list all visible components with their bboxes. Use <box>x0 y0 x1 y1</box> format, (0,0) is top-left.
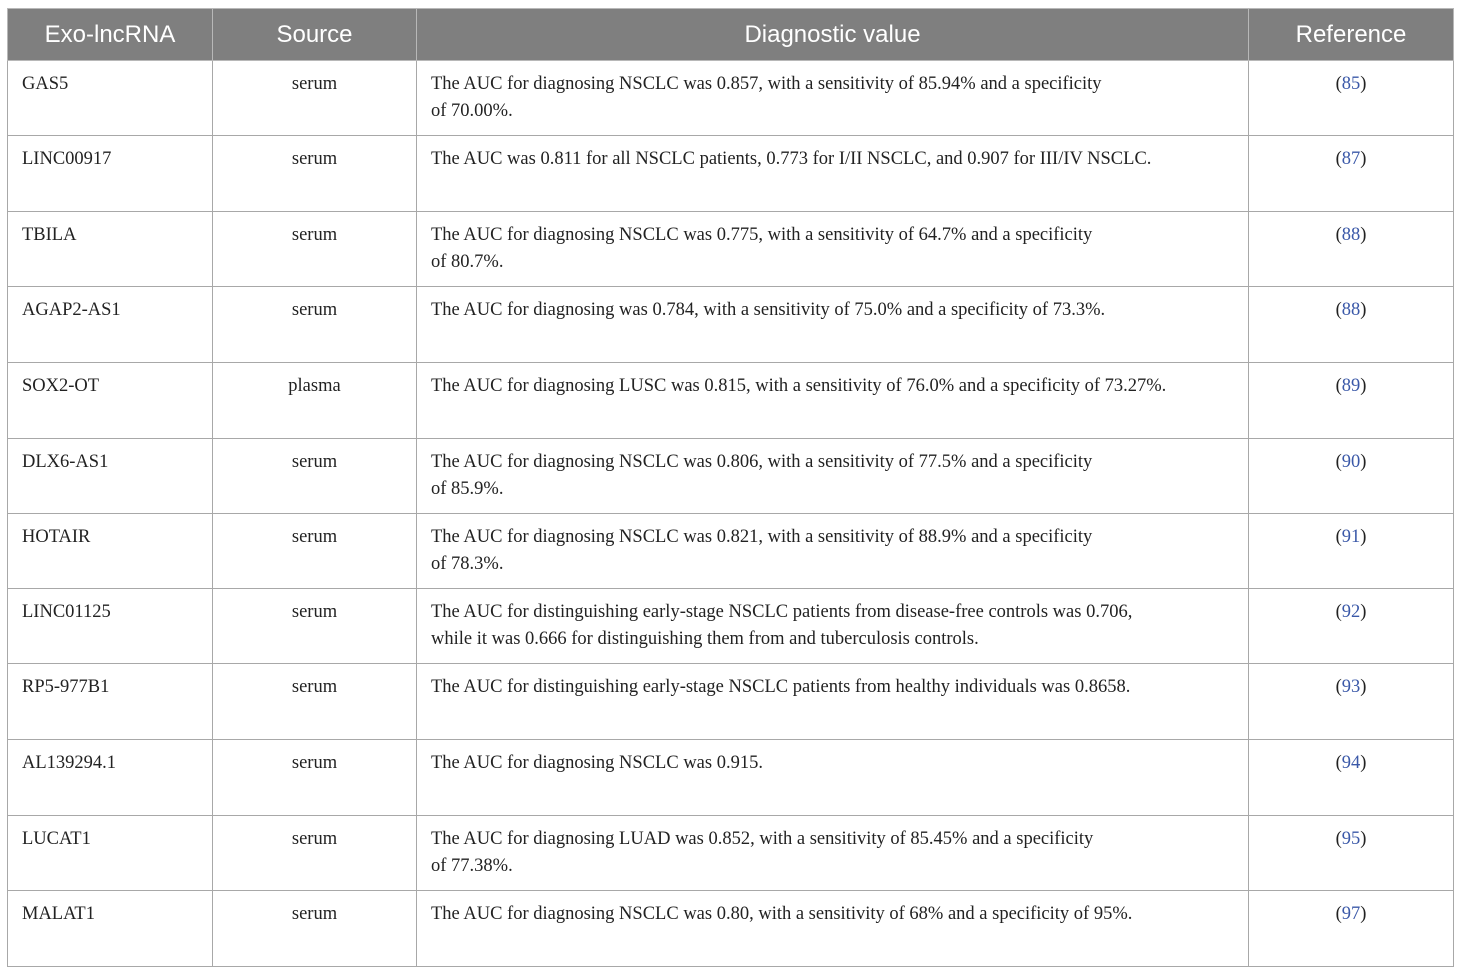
diagnostic-value <box>417 287 1249 363</box>
sample-source: serum <box>213 212 417 287</box>
lncrna-name: LUCAT1 <box>8 816 213 891</box>
diagnostic-line-2: of 85.9%. <box>431 479 504 499</box>
diagnostic-line-1: The AUC was 0.811 for all NSCLC patients, 0.773 for I/II NSCLC, and 0.907 for III/IV NSCLC. <box>431 149 1152 169</box>
table-row <box>8 439 1454 514</box>
diagnostic-line-1: The AUC for distinguishing early-stage NSCLC patients from disease-free controls was 0.706, <box>431 602 1133 622</box>
header-reference: Reference <box>1249 9 1454 61</box>
diagnostic-line-1: The AUC for diagnosing NSCLC was 0.806, with a sensitivity of 77.5% and a specificity <box>431 452 1093 472</box>
sample-source: serum <box>213 61 417 136</box>
lncrna-name: AGAP2-AS1 <box>8 287 213 363</box>
sample-source: serum <box>213 439 417 514</box>
diagnostic-value <box>417 514 1249 589</box>
reference-link[interactable]: 88 <box>1341 300 1361 320</box>
table-row <box>8 514 1454 589</box>
diagnostic-value <box>417 136 1249 212</box>
header-row <box>8 9 1454 61</box>
table-row <box>8 589 1454 664</box>
diagnostic-value <box>417 363 1249 439</box>
reference-cell: (94) <box>1249 740 1454 816</box>
sample-source: serum <box>213 740 417 816</box>
lncrna-name: DLX6-AS1 <box>8 439 213 514</box>
sample-source: serum <box>213 136 417 212</box>
reference-cell: (88) <box>1249 212 1454 287</box>
sample-source: serum <box>213 589 417 664</box>
reference-link[interactable]: 88 <box>1341 225 1361 245</box>
header-exo-lncrna: Exo-lncRNA <box>8 9 213 61</box>
table-row <box>8 816 1454 891</box>
reference-link[interactable]: 92 <box>1341 602 1361 622</box>
reference-cell: (97) <box>1249 891 1454 967</box>
diagnostic-value <box>417 816 1249 891</box>
table-row <box>8 212 1454 287</box>
lncrna-diagnostic-table <box>7 8 1454 967</box>
diagnostic-line-1: The AUC for diagnosing LUAD was 0.852, with a sensitivity of 85.45% and a specificity <box>431 829 1094 849</box>
lncrna-name: RP5-977B1 <box>8 664 213 740</box>
lncrna-name: SOX2-OT <box>8 363 213 439</box>
diagnostic-value <box>417 664 1249 740</box>
reference-cell: (85) <box>1249 61 1454 136</box>
reference-link[interactable]: 90 <box>1341 452 1361 472</box>
lncrna-name: HOTAIR <box>8 514 213 589</box>
diagnostic-value <box>417 891 1249 967</box>
diagnostic-line-2: of 70.00%. <box>431 101 513 121</box>
reference-cell: (95) <box>1249 816 1454 891</box>
header-source: Source <box>213 9 417 61</box>
table-row <box>8 287 1454 363</box>
reference-cell: (93) <box>1249 664 1454 740</box>
reference-link[interactable]: 89 <box>1341 376 1361 396</box>
table-row <box>8 891 1454 967</box>
table-row <box>8 740 1454 816</box>
diagnostic-value <box>417 61 1249 136</box>
sample-source: serum <box>213 891 417 967</box>
lncrna-name: LINC00917 <box>8 136 213 212</box>
reference-cell: (92) <box>1249 589 1454 664</box>
reference-cell: (89) <box>1249 363 1454 439</box>
sample-source: serum <box>213 816 417 891</box>
diagnostic-value <box>417 439 1249 514</box>
table-row <box>8 664 1454 740</box>
sample-source: plasma <box>213 363 417 439</box>
lncrna-name: LINC01125 <box>8 589 213 664</box>
sample-source: serum <box>213 514 417 589</box>
table-row <box>8 363 1454 439</box>
reference-link[interactable]: 95 <box>1341 829 1361 849</box>
diagnostic-line-2: of 80.7%. <box>431 252 504 272</box>
diagnostic-line-2: of 78.3%. <box>431 554 504 574</box>
reference-cell: (91) <box>1249 514 1454 589</box>
reference-cell: (90) <box>1249 439 1454 514</box>
reference-link[interactable]: 91 <box>1341 527 1361 547</box>
sample-source: serum <box>213 664 417 740</box>
diagnostic-value <box>417 740 1249 816</box>
table-row <box>8 136 1454 212</box>
diagnostic-line-1: The AUC for diagnosing NSCLC was 0.857, with a sensitivity of 85.94% and a specificity <box>431 74 1102 94</box>
diagnostic-line-1: The AUC for diagnosing NSCLC was 0.915. <box>431 753 763 773</box>
diagnostic-line-2: while it was 0.666 for distinguishing them from and tuberculosis controls. <box>431 629 979 649</box>
reference-link[interactable]: 97 <box>1341 904 1361 924</box>
reference-link[interactable]: 93 <box>1341 677 1361 697</box>
diagnostic-value <box>417 589 1249 664</box>
diagnostic-line-1: The AUC for diagnosing LUSC was 0.815, with a sensitivity of 76.0% and a specificity of 73.27%. <box>431 376 1167 396</box>
reference-link[interactable]: 87 <box>1341 149 1361 169</box>
reference-link[interactable]: 94 <box>1341 753 1361 773</box>
lncrna-name: TBILA <box>8 212 213 287</box>
diagnostic-line-1: The AUC for diagnosing NSCLC was 0.80, with a sensitivity of 68% and a specificity of 95%. <box>431 904 1133 924</box>
diagnostic-line-1: The AUC for diagnosing was 0.784, with a sensitivity of 75.0% and a specificity of 73.3%. <box>431 300 1106 320</box>
diagnostic-line-1: The AUC for diagnosing NSCLC was 0.775, with a sensitivity of 64.7% and a specificity <box>431 225 1093 245</box>
header-diagnostic-value: Diagnostic value <box>417 9 1249 61</box>
reference-link[interactable]: 85 <box>1341 74 1361 94</box>
table-row <box>8 61 1454 136</box>
lncrna-name: AL139294.1 <box>8 740 213 816</box>
lncrna-name: MALAT1 <box>8 891 213 967</box>
diagnostic-value <box>417 212 1249 287</box>
diagnostic-line-1: The AUC for distinguishing early-stage NSCLC patients from healthy individuals was 0.8658. <box>431 677 1131 697</box>
diagnostic-line-1: The AUC for diagnosing NSCLC was 0.821, with a sensitivity of 88.9% and a specificity <box>431 527 1093 547</box>
diagnostic-line-2: of 77.38%. <box>431 856 513 876</box>
sample-source: serum <box>213 287 417 363</box>
reference-cell: (88) <box>1249 287 1454 363</box>
reference-cell: (87) <box>1249 136 1454 212</box>
lncrna-name: GAS5 <box>8 61 213 136</box>
